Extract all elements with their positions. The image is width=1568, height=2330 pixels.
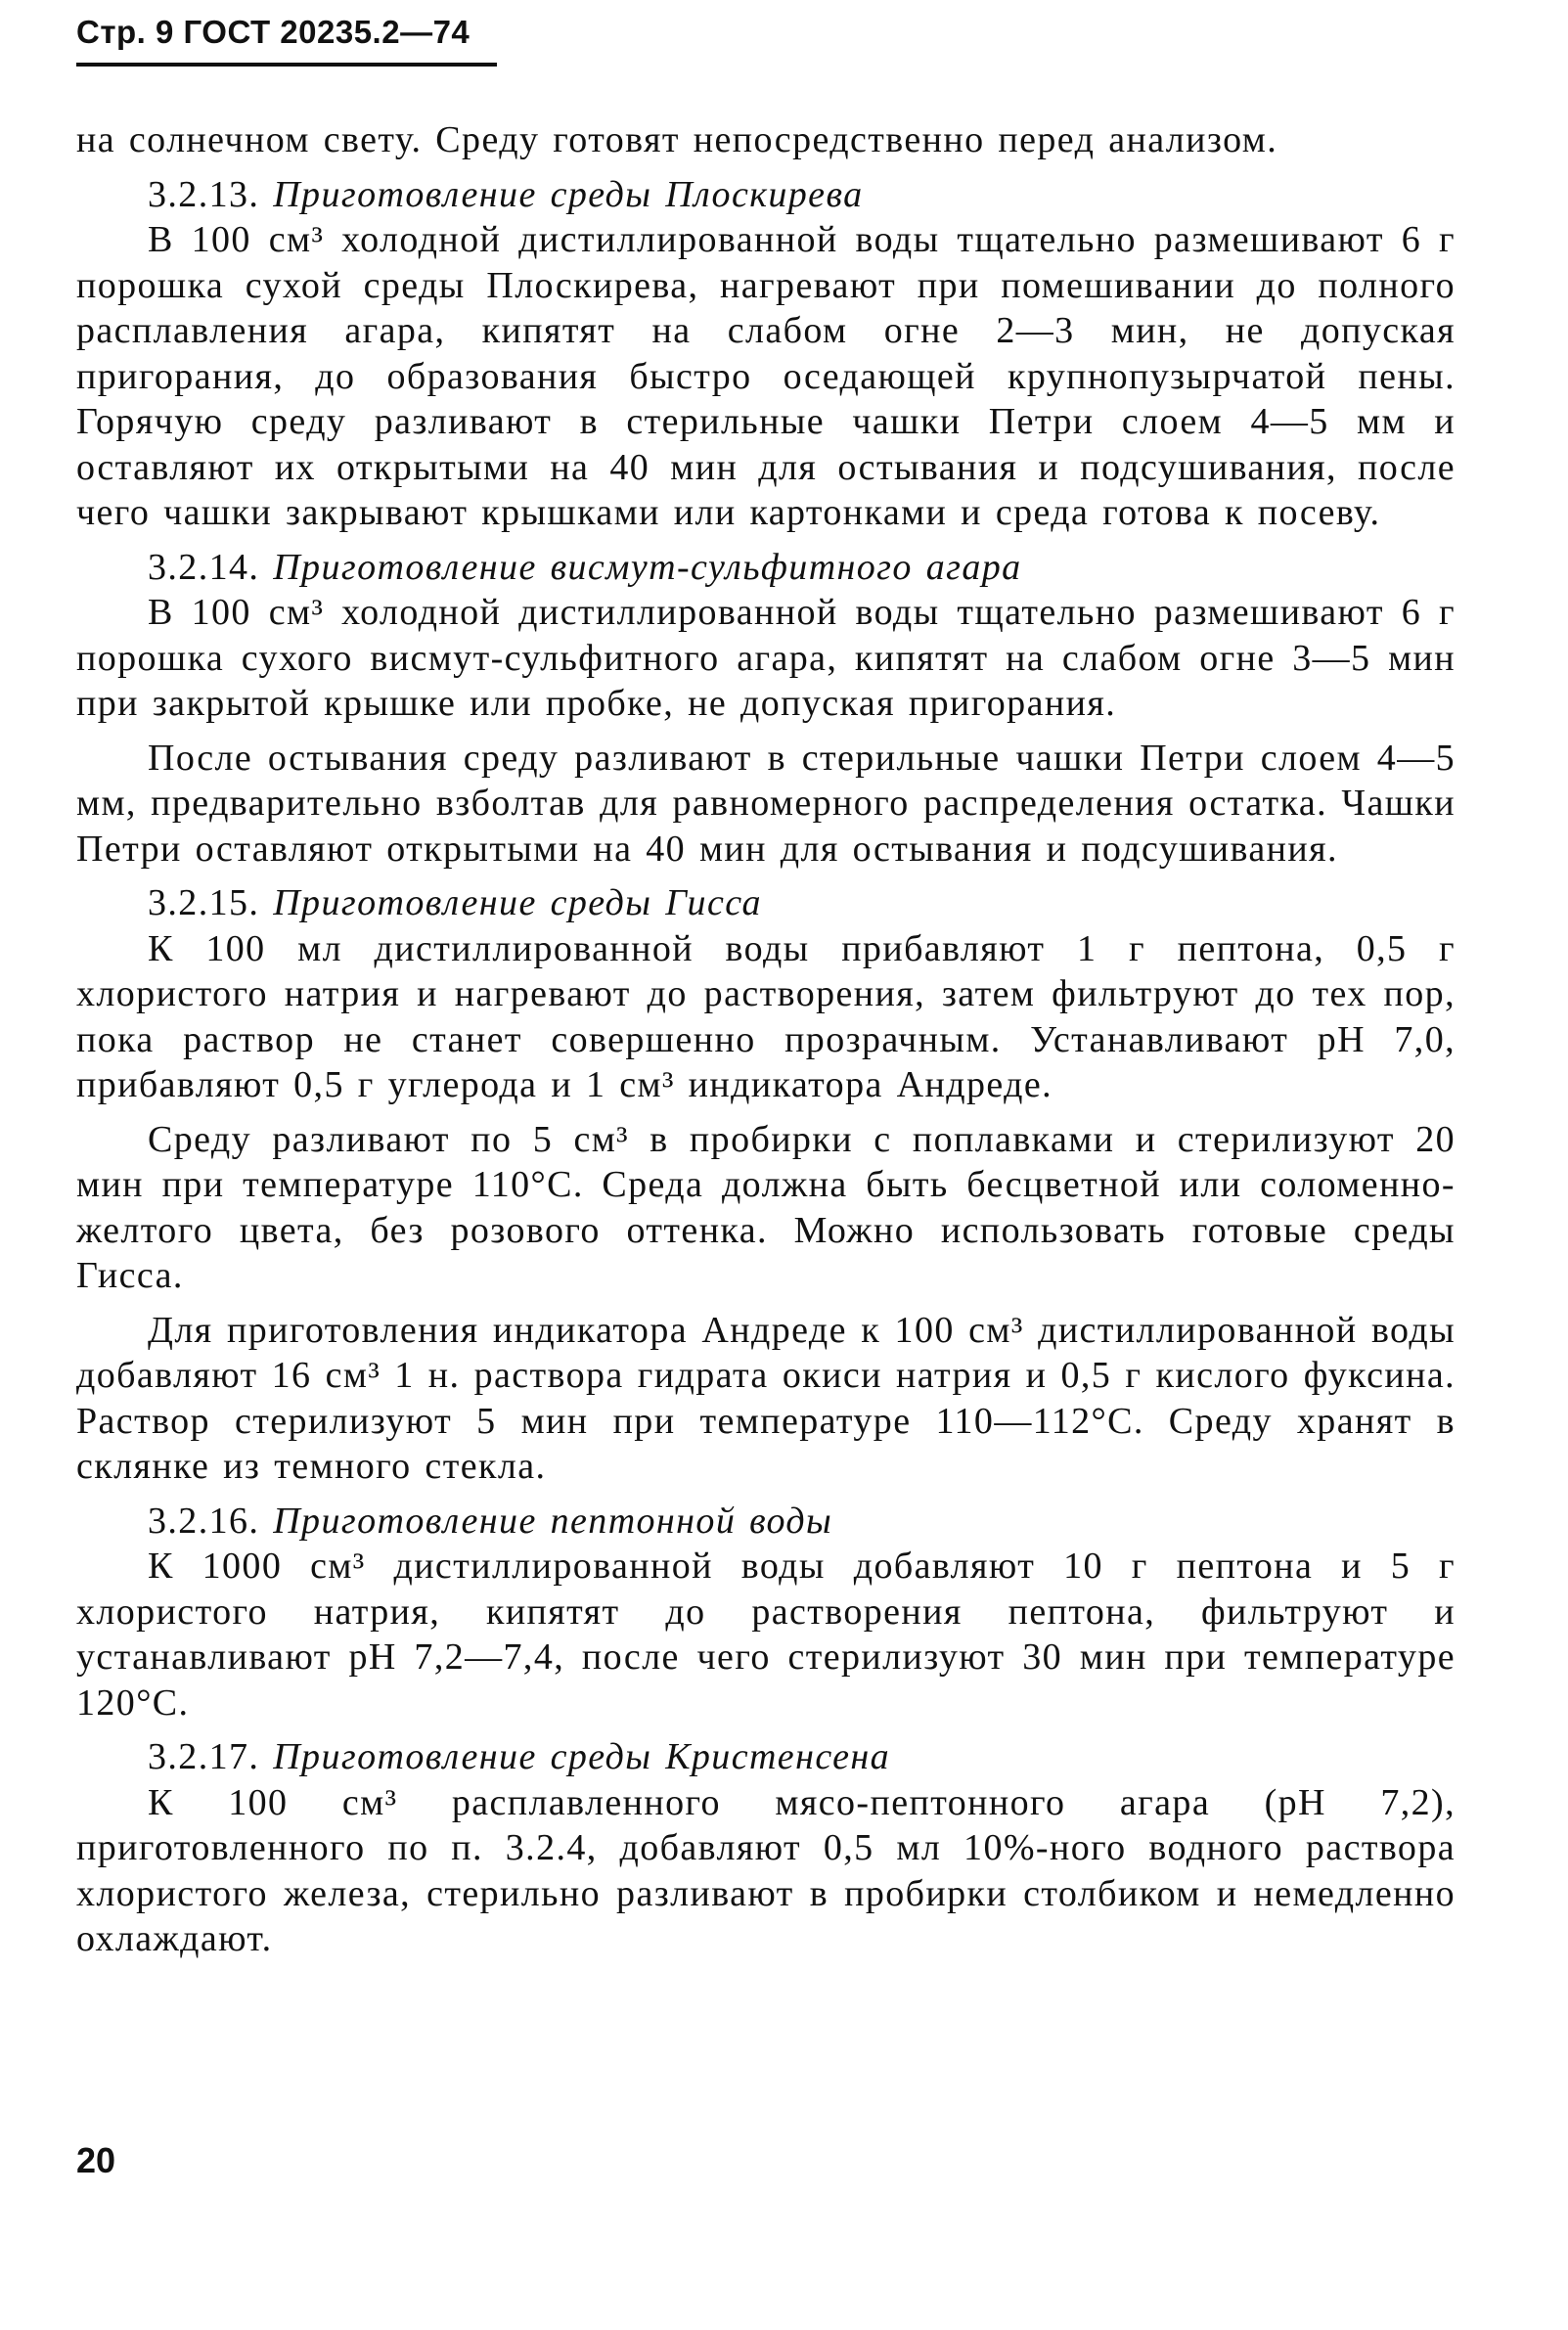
section-heading-3-2-15 (76, 880, 1456, 926)
paragraph: После остывания среду разливают в стерильные чашки Петри слоем 4—5 мм, предварительно взболтав для равномерного распределения остатка. Чашки Петри оставляют открытыми на 40 мин для остывания и подсушивания. (76, 737, 1456, 870)
paragraph: Для приготовления индикатора Андреде к 100 см³ дистиллированной воды добавляют 16 см³ 1 н. раствора гидрата окиси натрия и 0,5 г кислого фуксина. Раствор стерилизуют 5 мин при температуре 110—112°С. Среду хранят в склянке из темного стекла. (76, 1309, 1456, 1487)
section-title: Приготовление пептонной воды (273, 1500, 833, 1542)
paragraph-continued: на солнечном свету. Среду готовят непосредственно перед анализом. (76, 119, 1278, 160)
paragraph: К 1000 см³ дистиллированной воды добавляют 10 г пептона и 5 г хлористого натрия, кипятят до растворения пептона, фильтруют и устанавливают рН 7,2—7,4, после чего стерилизуют 30 мин при температуре 120°С. (76, 1546, 1456, 1724)
section-number: 3.2.16. (148, 1500, 260, 1542)
page-body (76, 117, 1456, 1962)
section-number: 3.2.13. (148, 173, 260, 215)
paragraph: К 100 мл дистиллированной воды прибавляют 1 г пептона, 0,5 г хлористого натрия и нагревают до растворения, затем фильтруют до тех пор, пока раствор не станет совершенно прозрачным. Устанавливают рН 7,0, прибавляют 0,5 г углерода и 1 см³ индикатора Андреде. (76, 927, 1456, 1105)
section-title: Приготовление висмут-сульфитного агара (273, 546, 1022, 588)
section-heading-3-2-17 (76, 1734, 1456, 1780)
section-title: Приготовление среды Гисса (273, 882, 762, 923)
section-title: Приготовление среды Кристенсена (273, 1736, 891, 1777)
section-number: 3.2.14. (148, 546, 260, 588)
section-heading-3-2-16 (76, 1499, 1456, 1545)
paragraph: В 100 см³ холодной дистиллированной воды тщательно размешивают 6 г порошка сухой среды Плоскирева, нагревают при помешивании до полного расплавления агара, кипятят на слабом огне 2—3 мин, не допуская пригорания, до образования быстро оседающей крупнопузырчатой пены. Горячую среду разливают в стерильные чашки Петри слоем 4—5 мм и оставляют их открытыми на 40 мин для остывания и подсушивания, после чего чашки закрывают крышками или картонками и среда готова к посеву. (76, 219, 1456, 533)
paragraph: К 100 см³ расплавленного мясо-пептонного агара (рН 7,2), приготовленного по п. 3.2.4, добавляют 0,5 мл 10%-ного водного раствора хлористого железа, стерильно разливают в пробирки столбиком и немедленно охлаждают. (76, 1781, 1456, 1959)
header-rule (76, 63, 497, 67)
section-number: 3.2.17. (148, 1736, 260, 1777)
page-number: 20 (76, 2140, 116, 2180)
section-heading-3-2-14 (76, 545, 1456, 591)
section-title: Приготовление среды Плоскирева (273, 173, 864, 215)
section-heading-3-2-13 (76, 172, 1456, 218)
running-header: Стр. 9 ГОСТ 20235.2—74 (76, 14, 470, 50)
paragraph: В 100 см³ холодной дистиллированной воды тщательно размешивают 6 г порошка сухого висмут-сульфитного агара, кипятят на слабом огне 3—5 мин при закрытой крышке или пробке, не допуская пригорания. (76, 592, 1456, 724)
paragraph: Среду разливают по 5 см³ в пробирки с поплавками и стерилизуют 20 мин при температуре 110°С. Среда должна быть бесцветной или соломенно-желтого цвета, без розового оттенка. Можно использовать готовые среды Гисса. (76, 1118, 1456, 1296)
section-number: 3.2.15. (148, 882, 260, 923)
